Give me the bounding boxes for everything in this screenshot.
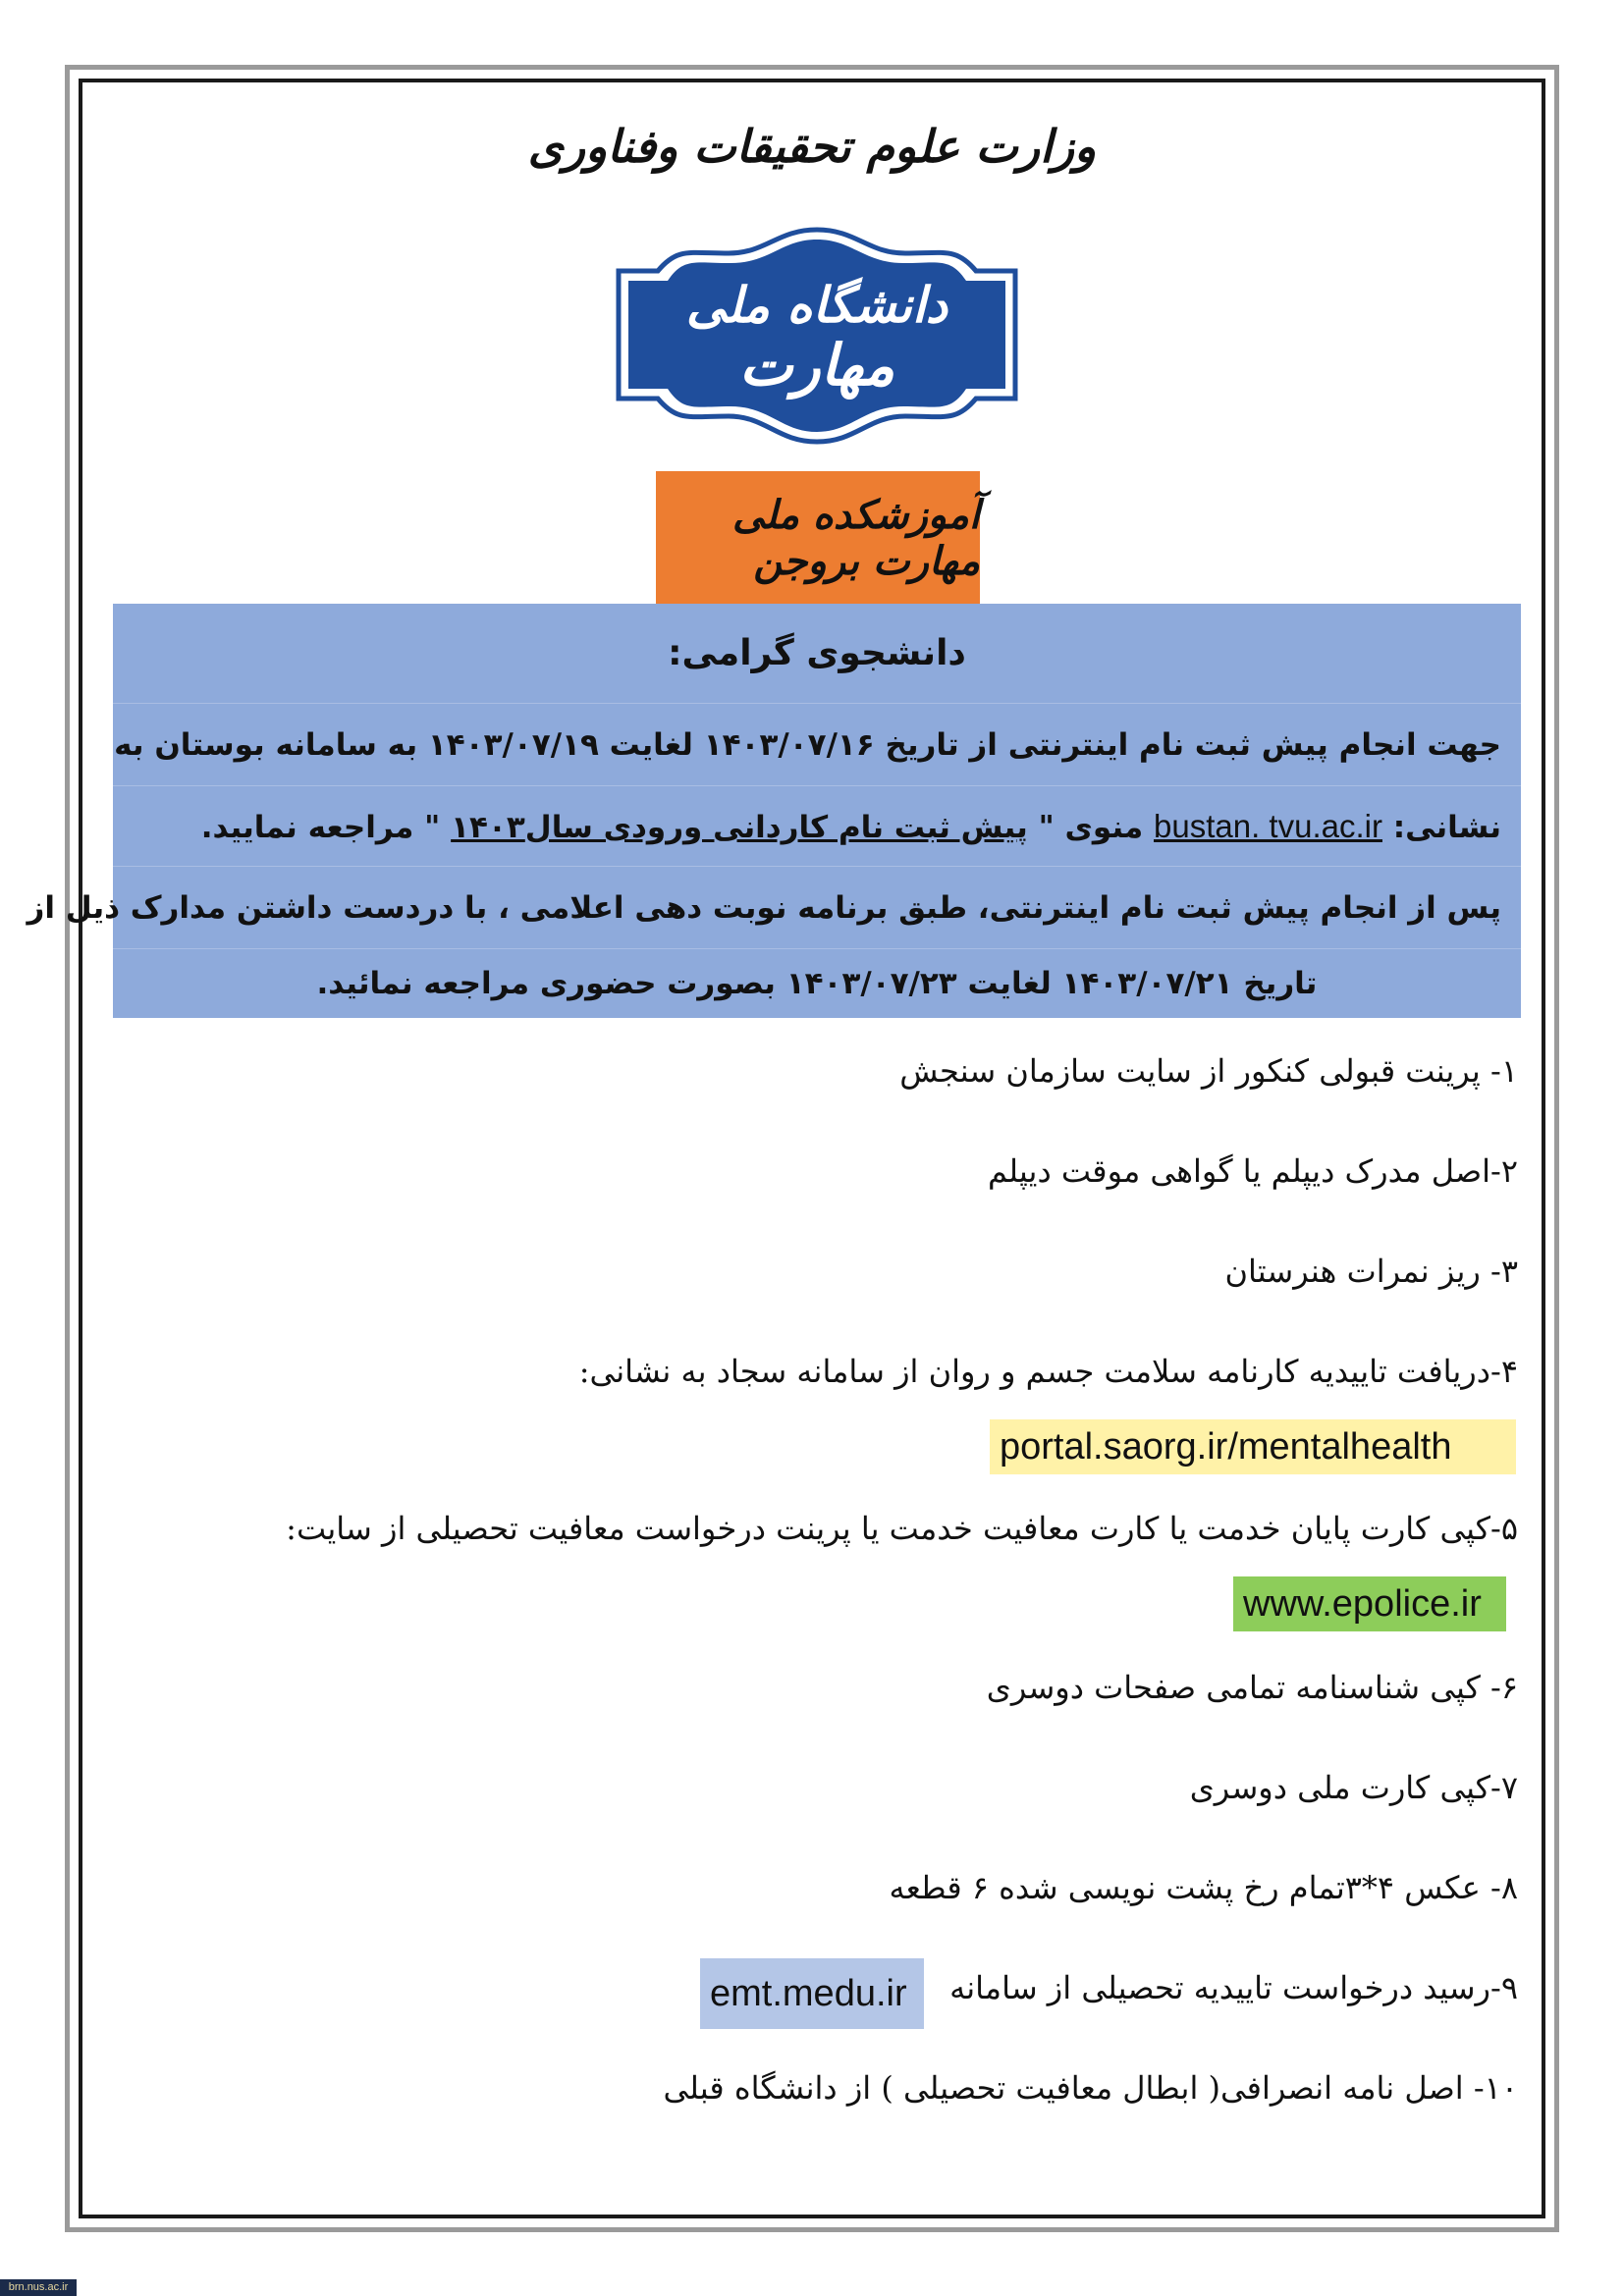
notice-line-2-suffix: " مراجعه نمایید. (200, 810, 441, 845)
site-watermark-badge: brn.nus.ac.ir (0, 2279, 77, 2296)
list-item: ۱- پرینت قبولی کنکور از سایت سازمان سنجش (899, 1052, 1518, 1090)
epolice-link[interactable]: www.epolice.ir (1233, 1576, 1506, 1631)
list-item: ۸- عکس ۴*۳تمام رخ پشت نویسی شده ۶ قطعه (889, 1869, 1518, 1906)
notice-line-4: تاریخ ۱۴۰۳/۰۷/۲۱ لغایت ۱۴۰۳/۰۷/۲۳ بصورت حضوری مراجعه نمائید. (316, 966, 1318, 1001)
list-item: ۹-رسید درخواست تاییدیه تحصیلی از سامانه (949, 1969, 1518, 2006)
list-item: ۲-اصل مدرک دیپلم یا گواهی موقت دیپلم (987, 1152, 1518, 1190)
notice-address-label: نشانی: (1381, 810, 1501, 845)
ministry-title: وزارت علوم تحقیقات وفناوری (527, 120, 1097, 173)
college-name: آموزشکده ملی مهارت بروجن (731, 492, 980, 584)
bustan-url-link[interactable]: bustan. tvu.ac.ir (1154, 808, 1382, 844)
notice-line-2 (113, 786, 1521, 867)
mentalhealth-link[interactable]: portal.saorg.ir/mentalhealth (990, 1419, 1516, 1474)
notice-line-3: پس از انجام پیش ثبت نام اینترنتی، طبق برنامه نوبت دهی اعلامی ، با دردست داشتن مدارک ذیل از (113, 867, 1521, 949)
logo-text-bottom: مهارت (738, 332, 895, 399)
list-item: ۱۰- اصل نامه انصرافی( ابطال معافیت تحصیلی ) از دانشگاه قبلی (663, 2069, 1518, 2107)
list-item: ۳- ریز نمرات هنرستان (1224, 1253, 1518, 1290)
list-item: ۵-کپی کارت پایان خدمت یا کارت معافیت خدمت یا پرینت درخواست معافیت تحصیلی از سایت: (286, 1510, 1518, 1547)
notice-greeting: دانشجوی گرامی: (113, 604, 1521, 704)
notice-box (27, 604, 1521, 1018)
notice-menu-label: منوی " (1027, 810, 1144, 845)
logo-text-top: دانشگاه ملی (685, 276, 948, 334)
list-item: ۶- کپی شناسنامه تمامی صفحات دوسری (986, 1669, 1518, 1706)
notice-menu-title: پیش ثبت نام کاردانی ورودی سال۱۴۰۳ (451, 810, 1028, 845)
college-name-banner (656, 471, 980, 605)
university-logo (611, 226, 1023, 447)
list-item: ۷-کپی کارت ملی دوسری (1189, 1769, 1518, 1806)
emt-link[interactable]: emt.medu.ir (700, 1958, 924, 2029)
notice-line-1: جهت انجام پیش ثبت نام اینترنتی از تاریخ ۱۴۰۳/۰۷/۱۶ لغایت ۱۴۰۳/۰۷/۱۹ به سامانه بوستان به (113, 704, 1521, 786)
list-item: ۴-دریافت تاییدیه کارنامه سلامت جسم و روان از سامانه سجاد به نشانی: (578, 1353, 1518, 1390)
